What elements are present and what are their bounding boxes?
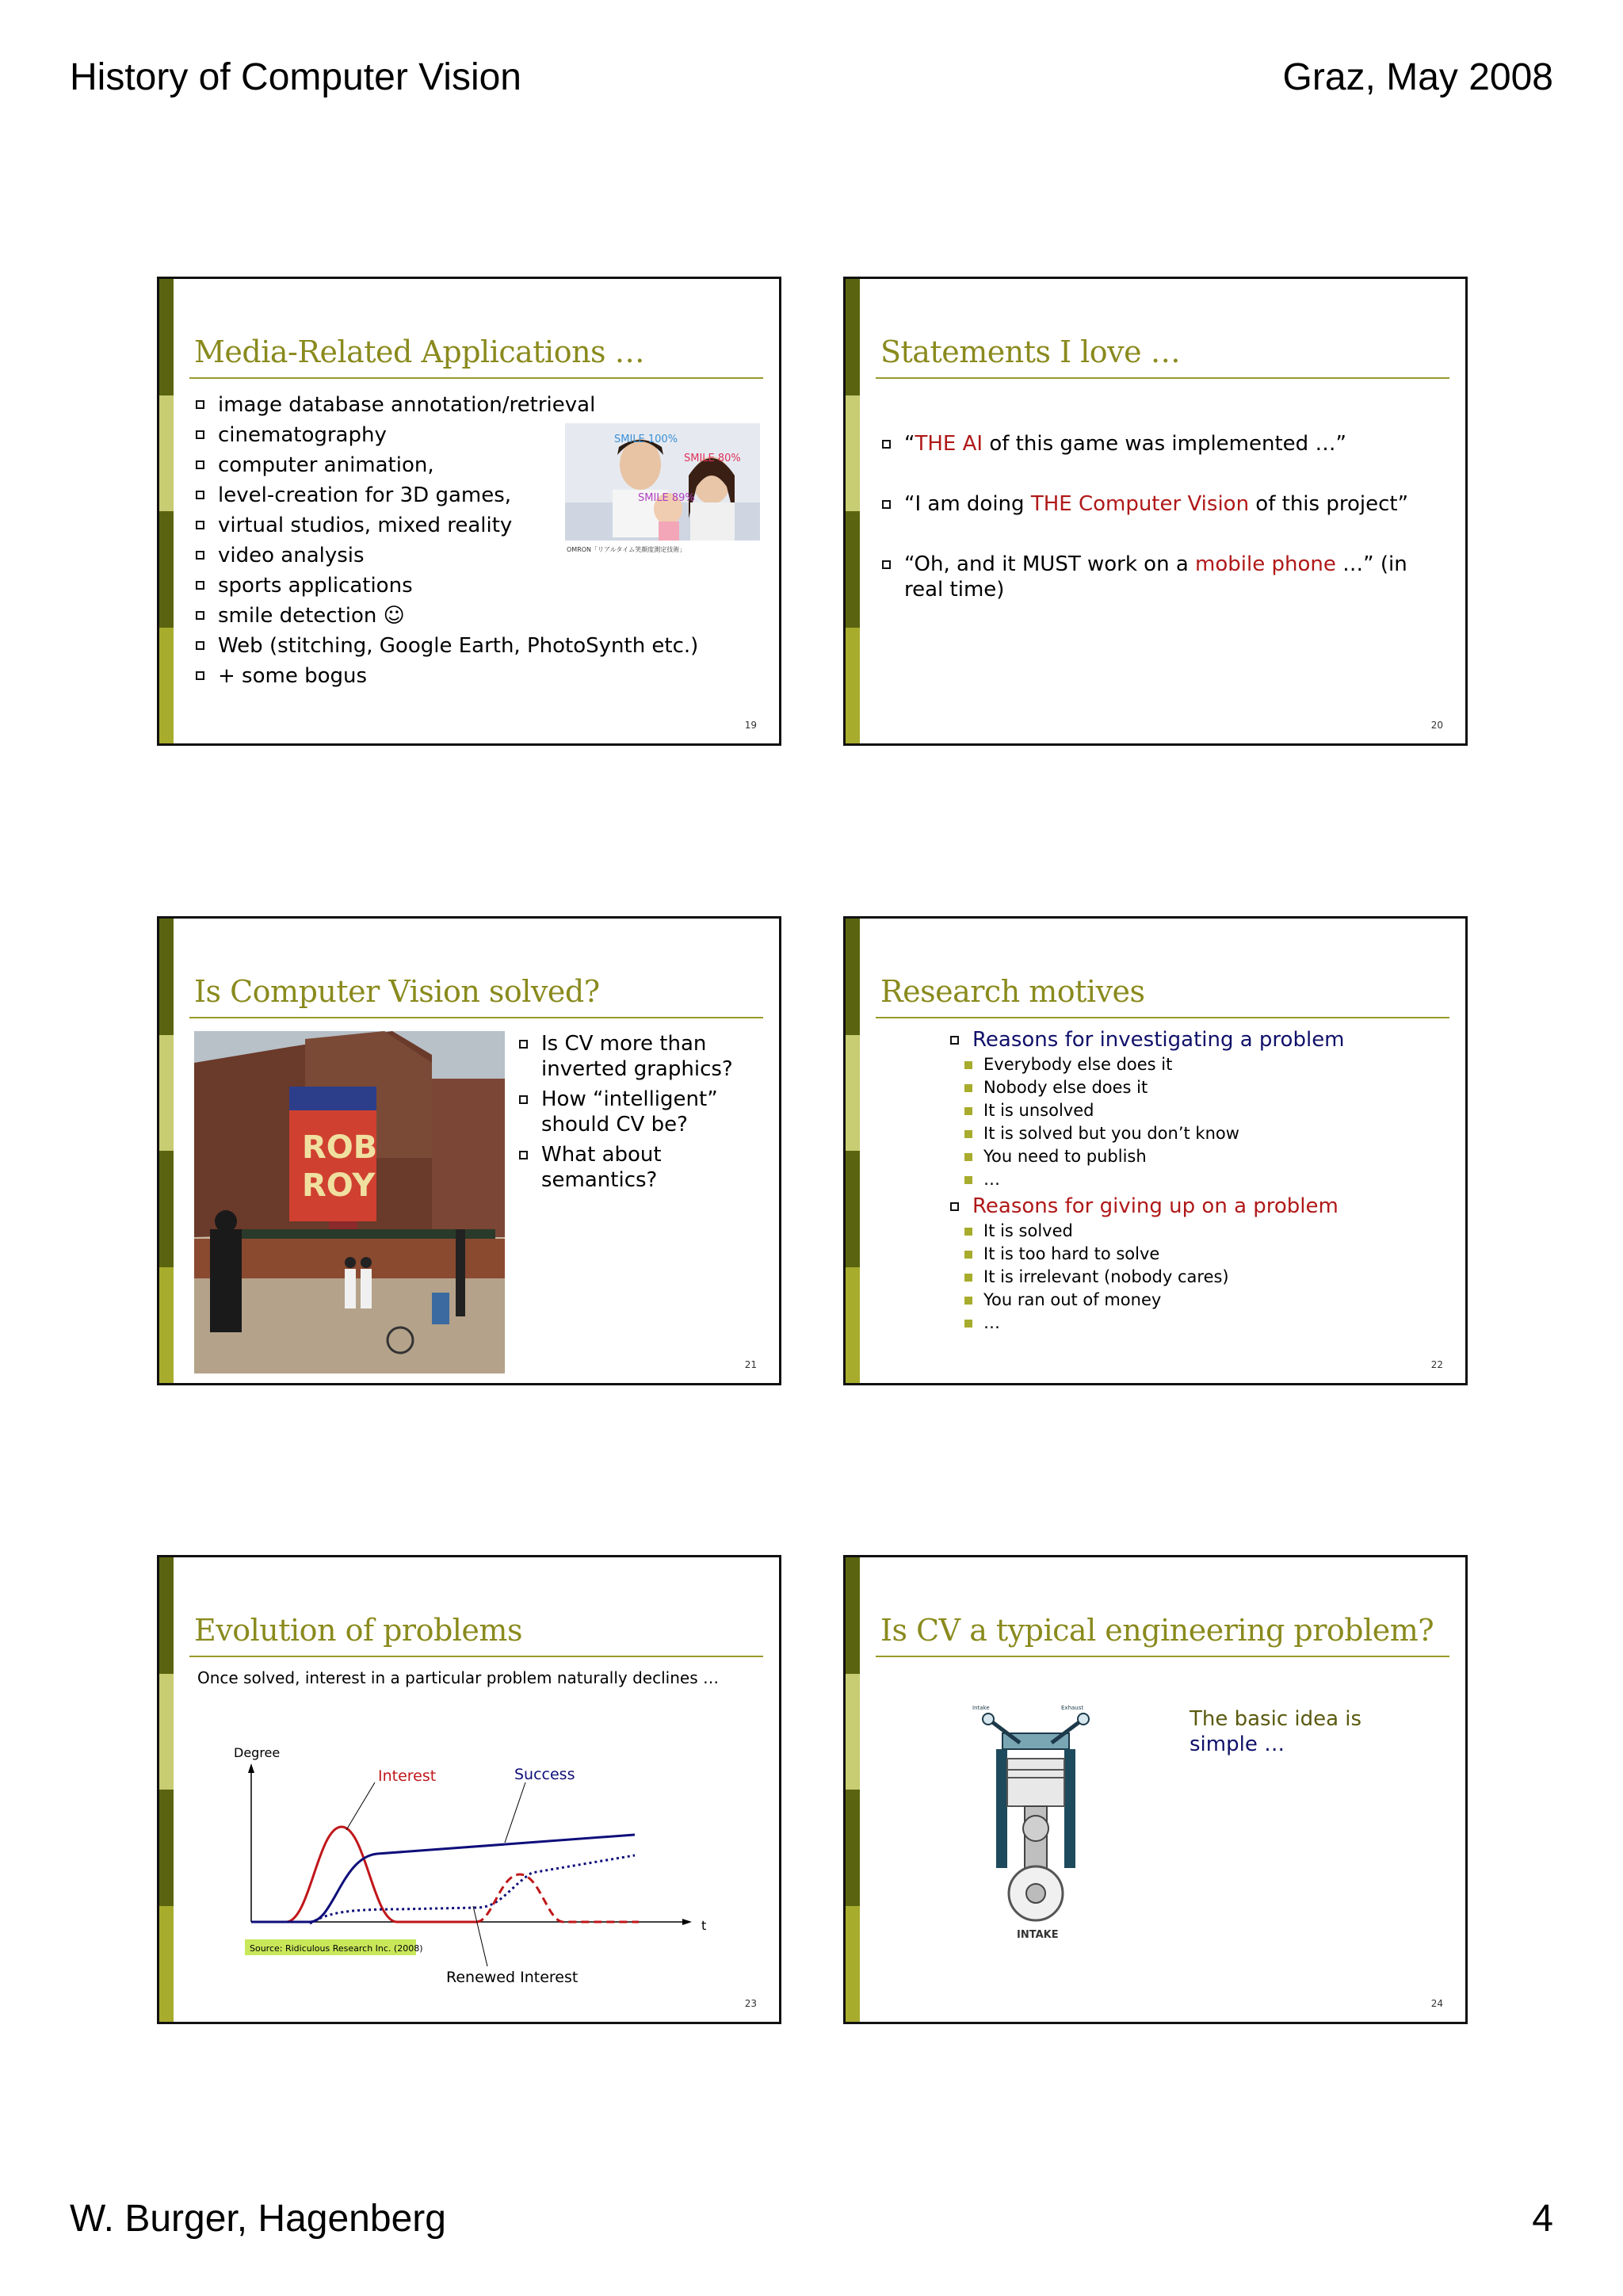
filled-square-bullet-icon — [964, 1274, 972, 1282]
square-bullet-icon — [882, 440, 891, 449]
square-bullet-icon — [882, 500, 891, 509]
slide-side-bar — [159, 919, 174, 1383]
y-axis-label: Degree — [234, 1745, 281, 1760]
square-bullet-icon — [196, 671, 204, 680]
title-rule — [876, 1017, 1449, 1018]
square-bullet-icon — [196, 400, 204, 409]
renewed-interest-label: Renewed Interest — [446, 1969, 579, 1986]
slide-title: Research motives — [880, 974, 1145, 1009]
list-item: You ran out of money — [957, 1289, 1440, 1312]
square-bullet-icon — [196, 521, 204, 529]
slide-number: 24 — [1430, 1998, 1443, 2009]
slide-number: 21 — [744, 1359, 757, 1370]
list-item: cinematography — [194, 420, 698, 450]
svg-text:OMRON「リアルタイム笑顔度測定技術」: OMRON「リアルタイム笑顔度測定技術」 — [567, 546, 686, 553]
filled-square-bullet-icon — [964, 1228, 972, 1236]
list-item: virtual studios, mixed reality — [194, 510, 698, 541]
page-number: 4 — [1532, 2198, 1553, 2240]
slide-side-bar — [159, 1557, 174, 2022]
list-item: Is CV more than inverted graphics? — [517, 1031, 755, 1082]
interest-label: Interest — [378, 1767, 437, 1785]
bullet-list — [517, 1031, 755, 1193]
slide-number: 20 — [1430, 720, 1443, 731]
svg-text:ROY: ROY — [302, 1167, 376, 1204]
smile-detection-photo — [565, 423, 760, 556]
slide-side-bar — [846, 279, 860, 743]
sub-list-investigating — [957, 1053, 1440, 1191]
filled-square-bullet-icon — [964, 1297, 972, 1305]
page-footer — [70, 2197, 1553, 2252]
list-item: It is unsolved — [957, 1099, 1440, 1122]
list-item: image database annotation/retrieval — [194, 390, 698, 420]
svg-text:Exhaust: Exhaust — [1061, 1705, 1084, 1711]
filled-square-bullet-icon — [964, 1084, 972, 1092]
slide-side-bar — [846, 919, 860, 1383]
motives-heading-investigating: Reasons for investigating a problem — [949, 1026, 1440, 1053]
x-axis-arrow-icon — [682, 1919, 692, 1925]
svg-text:INTAKE: INTAKE — [1017, 1929, 1059, 1941]
square-bullet-icon — [950, 1036, 959, 1045]
filled-square-bullet-icon — [964, 1176, 972, 1184]
basic-idea-text: The basic idea is — [1190, 1707, 1362, 1731]
document-title: History of Computer Vision — [70, 56, 521, 98]
list-item: sports applications — [194, 571, 698, 601]
square-bullet-icon — [519, 1151, 528, 1159]
list-item: level-creation for 3D games, — [194, 480, 698, 510]
slide-23 — [157, 1555, 781, 2024]
square-bullet-icon — [196, 581, 204, 590]
svg-text:SMILE 89%: SMILE 89% — [638, 492, 695, 504]
simple-text: simple … — [1190, 1733, 1285, 1756]
list-item: It is solved but you don’t know — [957, 1122, 1440, 1145]
list-item: It is too hard to solve — [957, 1243, 1440, 1266]
list-item: You need to publish — [957, 1145, 1440, 1168]
slide-21 — [157, 916, 781, 1385]
page-header — [70, 55, 1553, 111]
list-item: “I am doing THE Computer Vision of this project” — [880, 491, 1419, 517]
svg-text:ROB: ROB — [302, 1129, 378, 1166]
list-item: How “intelligent” should CV be? — [517, 1087, 755, 1137]
list-item: smile detection ☺ — [194, 601, 698, 631]
square-bullet-icon — [196, 551, 204, 560]
slide-title: Is CV a typical engineering problem? — [880, 1613, 1434, 1648]
square-bullet-icon — [196, 641, 204, 650]
title-rule — [876, 377, 1449, 379]
list-item: … — [957, 1168, 1440, 1191]
document-place-date: Graz, May 2008 — [1282, 56, 1553, 98]
author-location: W. Burger, Hagenberg — [70, 2198, 446, 2240]
square-bullet-icon — [882, 560, 891, 569]
slide-19 — [157, 277, 781, 746]
svg-text:Intake: Intake — [972, 1705, 990, 1711]
slide-20 — [843, 277, 1468, 746]
slide-title: Media-Related Applications … — [194, 334, 645, 369]
slide-side-bar — [846, 1557, 860, 2022]
list-item: … — [957, 1312, 1440, 1335]
svg-text:SMILE 80%: SMILE 80% — [684, 453, 741, 464]
square-bullet-icon — [196, 460, 204, 469]
list-item: What about semantics? — [517, 1142, 755, 1193]
list-item: + some bogus — [194, 661, 698, 691]
slide-number: 19 — [744, 720, 757, 731]
motives-heading-giving-up: Reasons for giving up on a problem — [949, 1193, 1440, 1220]
slide-side-bar — [159, 279, 174, 743]
slide-title: Is Computer Vision solved? — [194, 974, 600, 1009]
slide-title: Statements I love … — [880, 334, 1181, 369]
street-painting-image — [194, 1031, 505, 1373]
filled-square-bullet-icon — [964, 1251, 972, 1259]
y-axis-arrow-icon — [248, 1763, 254, 1773]
quote-list — [880, 431, 1419, 602]
slide-22 — [843, 916, 1468, 1385]
list-item: Nobody else does it — [957, 1076, 1440, 1099]
list-item: Web (stitching, Google Earth, PhotoSynth etc.) — [194, 631, 698, 661]
slide-title: Evolution of problems — [194, 1613, 522, 1648]
square-bullet-icon — [950, 1202, 959, 1211]
list-item: It is irrelevant (nobody cares) — [957, 1266, 1440, 1289]
filled-square-bullet-icon — [964, 1107, 972, 1115]
filled-square-bullet-icon — [964, 1130, 972, 1138]
square-bullet-icon — [519, 1040, 528, 1049]
engine-diagram — [972, 1703, 1099, 1941]
list-item: Everybody else does it — [957, 1053, 1440, 1076]
filled-square-bullet-icon — [964, 1320, 972, 1328]
square-bullet-icon — [196, 611, 204, 620]
success-dotted-curve — [310, 1855, 635, 1924]
square-bullet-icon — [519, 1095, 528, 1104]
source-label: Source: Ridiculous Research Inc. (2008) — [250, 1943, 423, 1954]
square-bullet-icon — [196, 491, 204, 499]
slide-24 — [843, 1555, 1468, 2024]
filled-square-bullet-icon — [964, 1153, 972, 1161]
title-rule — [876, 1656, 1449, 1657]
slide-number: 22 — [1430, 1359, 1443, 1370]
list-item: “THE AI of this game was implemented …” — [880, 431, 1419, 457]
motives-content — [949, 1026, 1440, 1335]
evolution-chart — [234, 1740, 730, 1993]
list-item: It is solved — [957, 1220, 1440, 1243]
x-axis-label: t — [701, 1918, 707, 1933]
sub-list-giving-up — [957, 1220, 1440, 1335]
filled-square-bullet-icon — [964, 1061, 972, 1069]
list-item: video analysis — [194, 541, 698, 571]
title-rule — [189, 377, 763, 379]
square-bullet-icon — [196, 430, 204, 439]
svg-text:SMILE 100%: SMILE 100% — [614, 434, 678, 445]
title-rule — [189, 1017, 763, 1018]
list-item: computer animation, — [194, 450, 698, 480]
slide-subtitle: Once solved, interest in a particular problem naturally declines … — [197, 1668, 719, 1687]
slide-number: 23 — [744, 1998, 757, 2009]
success-label: Success — [514, 1766, 575, 1783]
title-rule — [189, 1656, 763, 1657]
list-item: “Oh, and it MUST work on a mobile phone …” (in real time) — [880, 552, 1419, 602]
engine-text — [1190, 1706, 1361, 1757]
